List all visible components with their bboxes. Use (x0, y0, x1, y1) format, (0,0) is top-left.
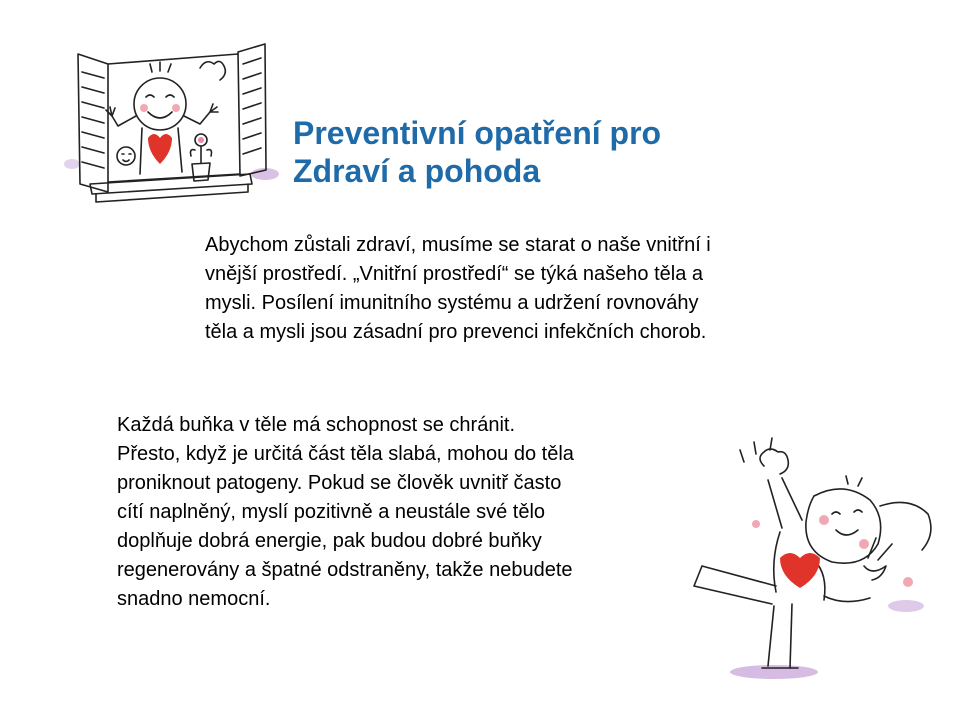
paragraph-cells (117, 411, 677, 614)
title-line-1: Preventivní opatření pro (293, 115, 662, 151)
paragraph-line: Abychom zůstali zdraví, musíme se starat o naše vnitřní i (205, 234, 711, 256)
paragraph-line: Přesto, když je určitá část těla slabá, mohou do těla (117, 443, 574, 465)
paragraph-line: Každá buňka v těle má schopnost se chránit. (117, 414, 516, 436)
paragraph-line: snadno nemocní. (117, 588, 271, 610)
paragraph-line: těla a mysli jsou zásadní pro prevenci infekčních chorob. (205, 321, 707, 343)
paragraph-line: mysli. Posílení imunitního systému a udržení rovnováhy (205, 292, 699, 314)
paragraph-inner-environment (205, 231, 825, 347)
paragraph-line: doplňuje dobrá energie, pak budou dobré buňky (117, 530, 542, 552)
happy-figure-illustration (684, 436, 954, 684)
paragraph-line: vnější prostředí. „Vnitřní prostředí“ se týká našeho těla a (205, 263, 704, 285)
title-line-2: Zdraví a pohoda (293, 153, 541, 189)
paragraph-line: proniknout patogeny. Pokud se člověk uvnitř často (117, 472, 562, 494)
paragraph-line: cítí naplněný, myslí pozitivně a neustále své tělo (117, 501, 546, 523)
window-person-illustration (60, 42, 280, 208)
page-title (293, 114, 853, 190)
paragraph-line: regenerovány a špatné odstraněny, takže nebudete (117, 559, 573, 581)
